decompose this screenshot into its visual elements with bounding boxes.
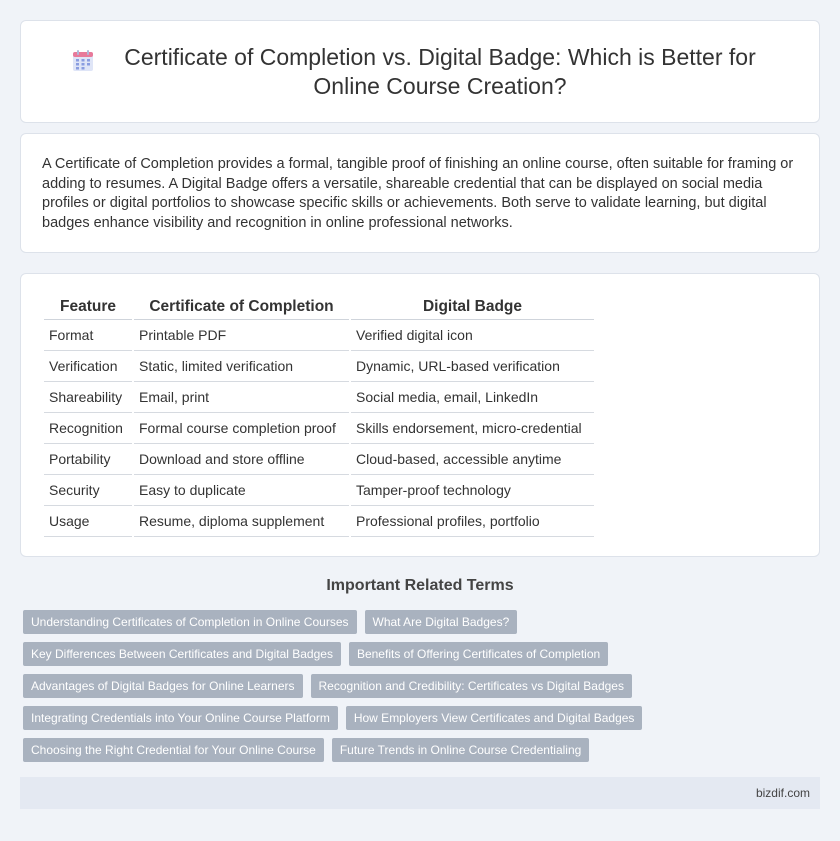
related-term-link[interactable]: Integrating Credentials into Your Online Course Platform: [23, 706, 338, 730]
related-term-link[interactable]: Future Trends in Online Course Credentialing: [332, 738, 589, 762]
page-title: Certificate of Completion vs. Digital Badge: Which is Better for Online Course Creation?: [124, 43, 756, 99]
table-cell: Verified digital icon: [351, 320, 594, 351]
table-cell: Usage: [44, 506, 132, 537]
table-cell: Cloud-based, accessible anytime: [351, 444, 594, 475]
table-cell: Shareability: [44, 382, 132, 413]
footer: [20, 777, 820, 809]
table-cell: Portability: [44, 444, 132, 475]
related-term-link[interactable]: Advantages of Digital Badges for Online Learners: [23, 674, 303, 698]
related-term-link[interactable]: Choosing the Right Credential for Your Online Course: [23, 738, 324, 762]
table-cell: Verification: [44, 351, 132, 382]
tag-row: [23, 610, 823, 634]
table-cell: Formal course completion proof: [134, 413, 349, 444]
table-cell: Tamper-proof technology: [351, 475, 594, 506]
intro-paragraph: A Certificate of Completion provides a formal, tangible proof of finishing an online course, often suitable for framing or adding to resumes. A Digital Badge offers a versatile, shareable credential that can be displayed on social media profiles or digital portfolios to showcase specific skills or achievements. Both serve to validate learning, but digital badges enhance visibility and recognition in online professional networks.: [42, 156, 794, 231]
table-cell: Recognition: [44, 413, 132, 444]
comparison-table: [42, 294, 596, 537]
table-cell: Static, limited verification: [134, 351, 349, 382]
table-cell: Easy to duplicate: [134, 475, 349, 506]
table-header-row: [44, 294, 594, 320]
table-cell: Download and store offline: [134, 444, 349, 475]
table-row: [44, 382, 594, 413]
table-row: [44, 475, 594, 506]
tag-row: [23, 674, 823, 698]
related-term-link[interactable]: How Employers View Certificates and Digital Badges: [346, 706, 643, 730]
tag-row: [23, 706, 823, 730]
table-row: [44, 413, 594, 444]
table-cell: Security: [44, 475, 132, 506]
related-term-link[interactable]: Key Differences Between Certificates and Digital Badges: [23, 642, 341, 666]
related-term-link[interactable]: Recognition and Credibility: Certificates vs Digital Badges: [311, 674, 632, 698]
table-cell: Dynamic, URL-based verification: [351, 351, 594, 382]
table-row: [44, 320, 594, 351]
footer-site-link[interactable]: bizdif.com: [755, 786, 810, 800]
related-terms-list: [23, 610, 823, 770]
intro-card: [20, 133, 820, 253]
tag-row: [23, 642, 823, 666]
title-card: [20, 20, 820, 123]
table-cell: Email, print: [134, 382, 349, 413]
related-term-link[interactable]: Understanding Certificates of Completion in Online Courses: [23, 610, 357, 634]
comparison-card: [20, 273, 820, 557]
table-cell: Professional profiles, portfolio: [351, 506, 594, 537]
table-row: [44, 351, 594, 382]
table-row: [44, 444, 594, 475]
column-header-certificate: Certificate of Completion: [134, 294, 349, 320]
related-term-link[interactable]: What Are Digital Badges?: [365, 610, 518, 634]
table-cell: Resume, diploma supplement: [134, 506, 349, 537]
table-cell: Format: [44, 320, 132, 351]
tag-row: [23, 738, 823, 762]
column-header-badge: Digital Badge: [351, 294, 594, 320]
table-cell: Skills endorsement, micro-credential: [351, 413, 594, 444]
related-terms-heading: Important Related Terms: [326, 577, 514, 594]
table-cell: Printable PDF: [134, 320, 349, 351]
related-term-link[interactable]: Benefits of Offering Certificates of Completion: [349, 642, 608, 666]
column-header-feature: Feature: [44, 294, 132, 320]
table-row: [44, 506, 594, 537]
table-cell: Social media, email, LinkedIn: [351, 382, 594, 413]
